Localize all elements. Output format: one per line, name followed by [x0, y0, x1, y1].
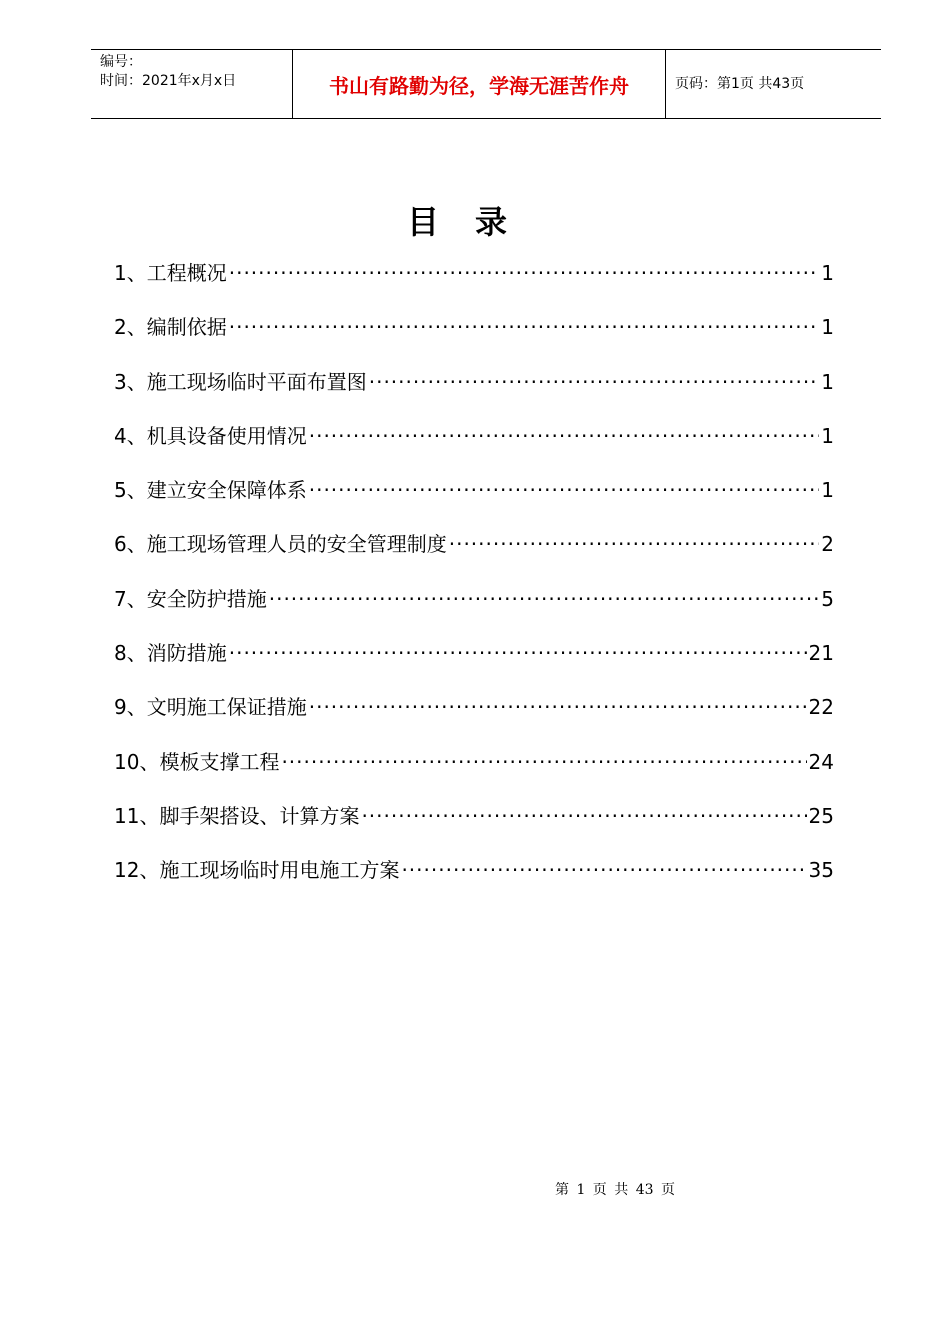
toc-item-page: 1 — [821, 261, 834, 285]
toc-item-page: 24 — [808, 749, 834, 774]
header-motto-cell — [293, 50, 666, 118]
toc-leader-dots — [449, 527, 820, 561]
toc-item-page: 21 — [808, 641, 834, 666]
toc-item-label: 8、消防措施 — [114, 641, 227, 666]
toc-leader-dots — [309, 419, 820, 453]
toc-item-page: 5 — [821, 586, 834, 611]
toc-item-page: 1 — [821, 423, 834, 448]
page-title: 目录 — [406, 203, 543, 241]
toc-item[interactable] — [114, 799, 834, 853]
toc-item-label: 6、施工现场管理人员的安全管理制度 — [114, 532, 447, 557]
time-label: 时间：2021年x月x日 — [100, 73, 237, 89]
toc-item-page: 1 — [821, 478, 834, 503]
toc-leader-dots — [229, 636, 807, 670]
toc-leader-dots — [369, 365, 820, 399]
toc-item-page: 2 — [821, 532, 834, 557]
toc-item-page: 35 — [808, 858, 834, 883]
toc-item-page: 25 — [808, 803, 834, 828]
toc-leader-dots — [361, 799, 806, 833]
page-code: 页码：第1页 共43页 — [675, 76, 805, 92]
toc-leader-dots — [309, 473, 820, 507]
toc-item[interactable] — [114, 636, 834, 690]
toc-item[interactable] — [114, 310, 834, 364]
toc-item[interactable] — [114, 582, 834, 636]
toc-item-page: 1 — [821, 369, 834, 394]
toc-item[interactable] — [114, 745, 834, 799]
toc-item[interactable] — [114, 365, 834, 419]
toc-item-label: 4、机具设备使用情况 — [114, 423, 307, 448]
toc-item-page: 22 — [808, 695, 834, 720]
toc-item-label: 1、工程概况 — [114, 261, 227, 285]
toc-item[interactable] — [114, 690, 834, 744]
toc-item[interactable] — [114, 256, 834, 310]
toc-item[interactable] — [114, 853, 834, 907]
toc-item-label: 5、建立安全保障体系 — [114, 478, 307, 503]
toc-leader-dots — [229, 310, 820, 344]
toc-leader-dots — [401, 853, 806, 887]
toc-leader-dots — [281, 745, 806, 779]
toc-item-label: 7、安全防护措施 — [114, 586, 267, 611]
toc-item-label: 10、模板支撑工程 — [114, 749, 280, 774]
motto-text: 书山有路勤为径，学海无涯苦作舟 — [329, 74, 629, 98]
header-meta-cell — [91, 50, 293, 118]
toc-item-label: 11、脚手架搭设、计算方案 — [114, 803, 360, 828]
toc-item-label: 3、施工现场临时平面布置图 — [114, 369, 367, 394]
table-of-contents — [114, 256, 834, 908]
page-footer: 第 1 页 共 43 页 — [555, 1182, 675, 1198]
toc-item[interactable] — [114, 527, 834, 581]
page-header — [91, 49, 881, 119]
toc-item-label: 2、编制依据 — [114, 315, 227, 340]
toc-leader-dots — [269, 582, 820, 616]
toc-item[interactable] — [114, 473, 834, 527]
toc-leader-dots — [309, 690, 807, 724]
toc-item[interactable] — [114, 419, 834, 473]
toc-item-label: 9、文明施工保证措施 — [114, 695, 307, 720]
toc-leader-dots — [229, 256, 820, 290]
toc-item-label: 12、施工现场临时用电施工方案 — [114, 858, 400, 883]
toc-item-page: 1 — [821, 315, 834, 340]
serial-label: 编号： — [100, 54, 142, 70]
header-page-cell — [666, 50, 881, 118]
